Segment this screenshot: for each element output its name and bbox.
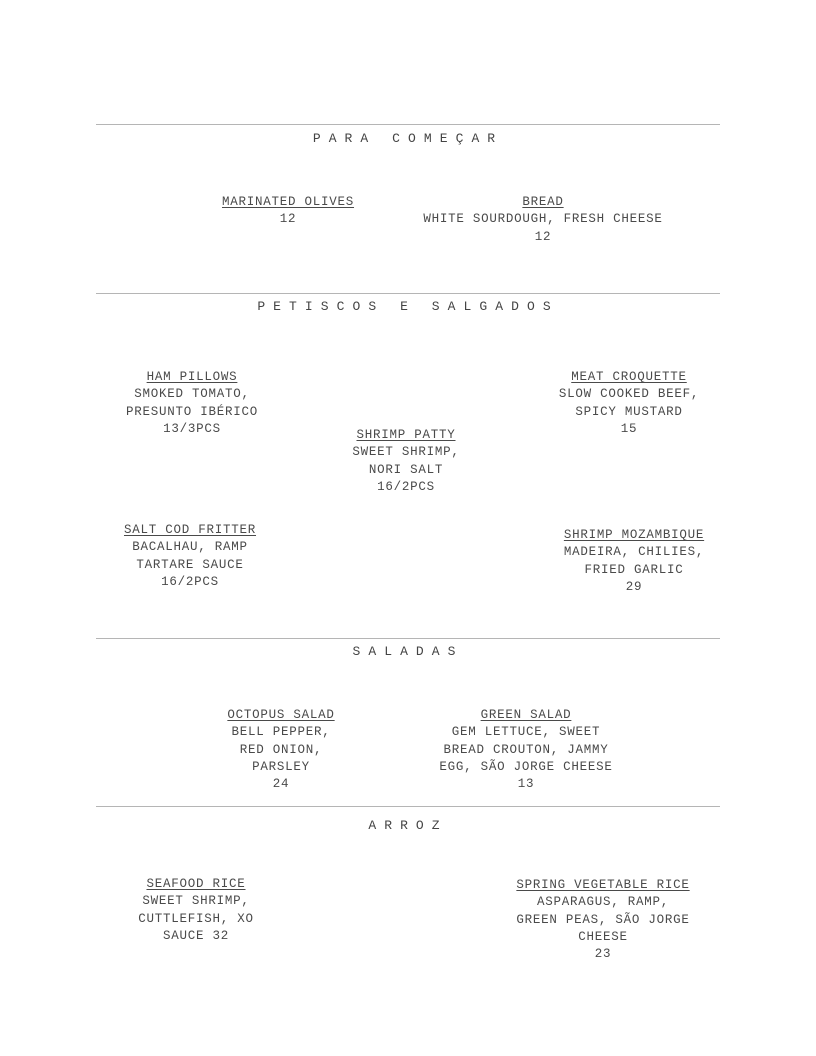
menu-item-shrimp-mozambique xyxy=(549,527,719,596)
item-name: BREAD xyxy=(522,195,564,209)
section-divider xyxy=(96,293,720,294)
item-price: 12 xyxy=(534,229,552,244)
item-price: 24 xyxy=(272,777,290,792)
item-description: SWEET SHRIMP, xyxy=(352,445,460,460)
item-name: MEAT CROQUETTE xyxy=(571,370,687,384)
item-price: 13/3PCS xyxy=(163,421,221,436)
item-description: WHITE SOURDOUGH, FRESH CHEESE xyxy=(423,212,663,227)
menu-item-marinated-olives xyxy=(208,194,368,229)
item-price: 16/2PCS xyxy=(161,574,219,589)
item-description: SMOKED TOMATO, xyxy=(134,387,250,402)
item-description: SAUCE 32 xyxy=(162,928,229,943)
item-description: GREEN PEAS, SÃO JORGE xyxy=(516,912,690,927)
item-name: MARINATED OLIVES xyxy=(221,195,355,209)
item-name: HAM PILLOWS xyxy=(146,370,238,384)
item-description: SWEET SHRIMP, xyxy=(142,894,250,909)
item-price: 16/2PCS xyxy=(377,479,435,494)
item-description: TARTARE SAUCE xyxy=(136,557,244,572)
section-title-para-comecar: PARA COMEÇAR xyxy=(312,131,504,146)
section-title-saladas: SALADAS xyxy=(352,644,464,659)
menu-item-seafood-rice xyxy=(116,876,276,945)
item-description: BREAD CROUTON, JAMMY xyxy=(443,742,609,757)
menu-item-octopus-salad xyxy=(201,707,361,793)
menu-item-spring-vegetable-rice xyxy=(498,877,708,963)
item-description: RED ONION, xyxy=(239,742,323,757)
item-description: BACALHAU, RAMP xyxy=(132,540,248,555)
item-price: 15 xyxy=(620,421,638,436)
item-name: GREEN SALAD xyxy=(480,708,572,722)
item-description: PARSLEY xyxy=(252,759,310,774)
item-description: PRESUNTO IBÉRICO xyxy=(125,404,259,419)
item-description: ASPARAGUS, RAMP, xyxy=(536,895,670,910)
section-divider xyxy=(96,806,720,807)
item-description: SPICY MUSTARD xyxy=(575,404,683,419)
item-price: 29 xyxy=(625,579,643,594)
item-name: OCTOPUS SALAD xyxy=(227,708,335,722)
menu-item-shrimp-patty xyxy=(326,427,486,496)
item-description: EGG, SÃO JORGE CHEESE xyxy=(439,759,613,774)
item-price: 13 xyxy=(517,777,535,792)
item-description: SLOW COOKED BEEF, xyxy=(558,387,700,402)
item-name: SALT COD FRITTER xyxy=(123,523,257,537)
menu-item-ham-pillows xyxy=(112,369,272,438)
item-description: GEM LETTUCE, SWEET xyxy=(451,725,601,740)
section-divider xyxy=(96,124,720,125)
item-description: FRIED GARLIC xyxy=(584,562,684,577)
item-description: MADEIRA, CHILIES, xyxy=(563,545,705,560)
menu-item-green-salad xyxy=(421,707,631,793)
item-description: CHEESE xyxy=(578,929,628,944)
item-name: SHRIMP PATTY xyxy=(356,428,456,442)
menu-item-salt-cod-fritter xyxy=(105,522,275,591)
section-title-arroz: ARROZ xyxy=(368,818,448,833)
item-description: NORI SALT xyxy=(368,462,444,477)
menu-item-bread xyxy=(418,194,668,246)
item-name: SEAFOOD RICE xyxy=(146,877,246,891)
section-title-petiscos-e-salgados: PETISCOS E SALGADOS xyxy=(257,299,559,314)
item-name: SPRING VEGETABLE RICE xyxy=(516,878,690,892)
item-name: SHRIMP MOZAMBIQUE xyxy=(563,528,705,542)
item-price: 23 xyxy=(594,947,612,962)
item-description: CUTTLEFISH, XO xyxy=(138,911,254,926)
section-divider xyxy=(96,638,720,639)
menu-item-meat-croquette xyxy=(549,369,709,438)
item-price: 12 xyxy=(279,212,297,227)
item-description: BELL PEPPER, xyxy=(231,725,331,740)
